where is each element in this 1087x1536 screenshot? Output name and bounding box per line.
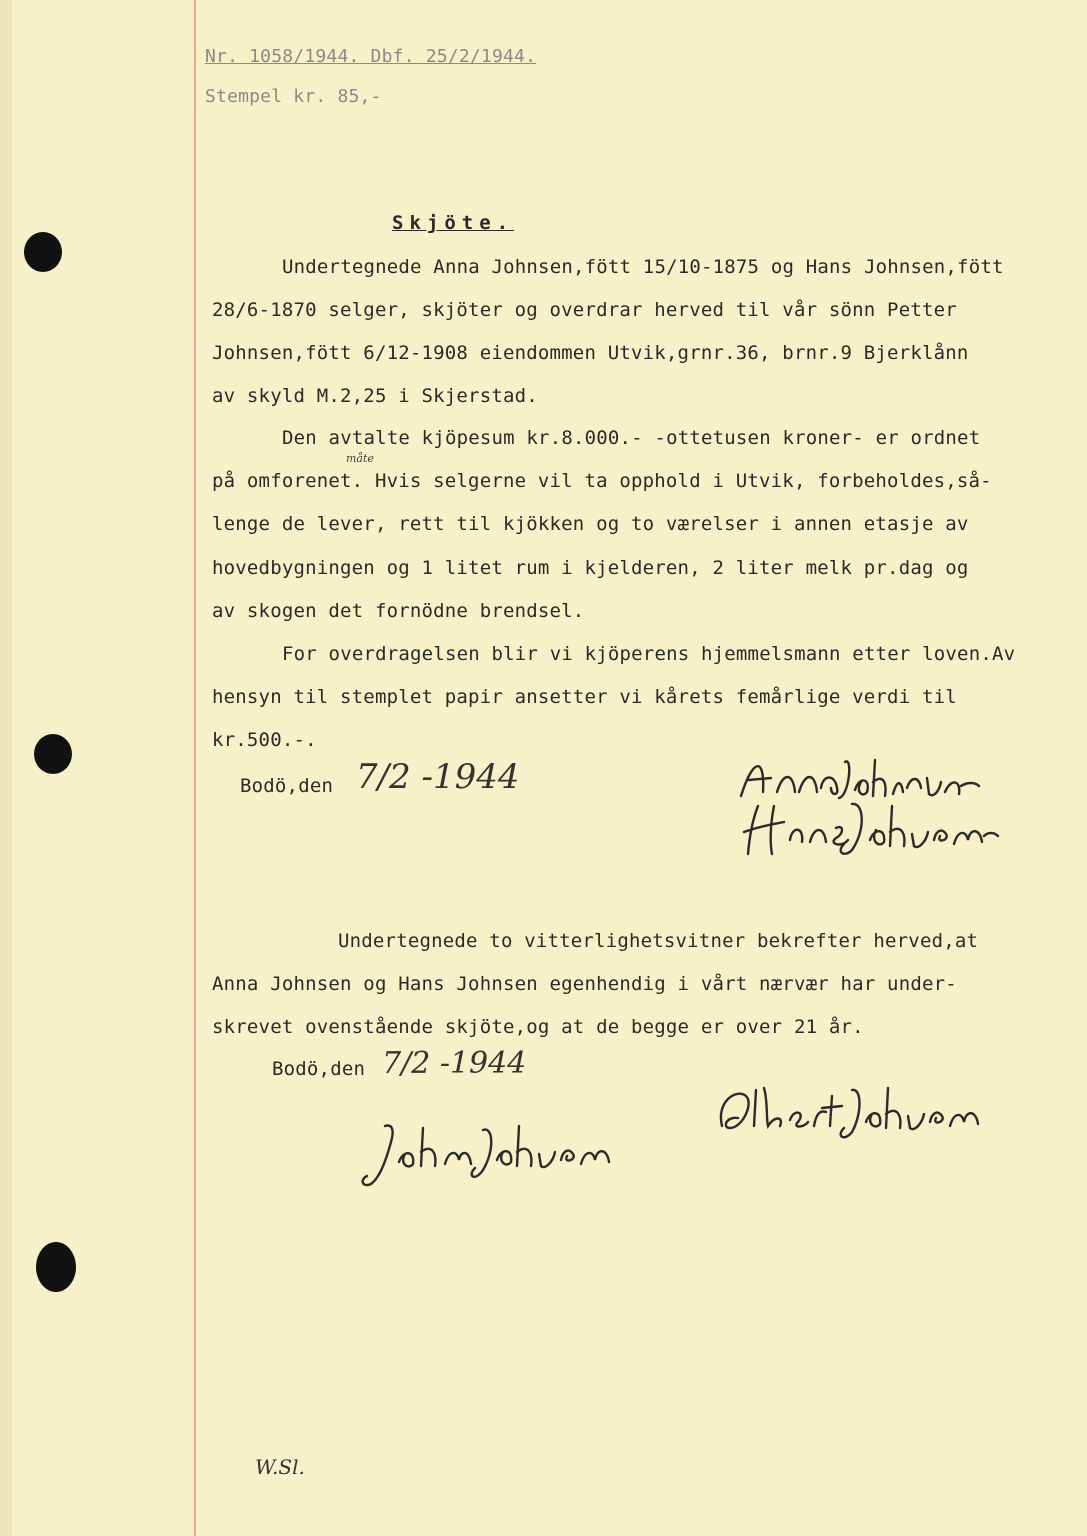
handwritten-date: 7/2 -1944 — [356, 757, 520, 797]
signature-john-johnsen — [355, 1120, 615, 1194]
body-line: Undertegnede to vitterlighetsvitner bekrefter herved,at — [338, 930, 979, 952]
body-line: av skyld M.2,25 i Skjerstad. — [212, 385, 538, 407]
punch-hole-bottom — [36, 1242, 76, 1292]
body-line: Anna Johnsen og Hans Johnsen egenhendig i vårt nærvær har under- — [212, 973, 957, 995]
stamp-duty: Stempel kr. 85,- — [205, 86, 382, 107]
body-line: 28/6-1870 selger, skjöter og overdrar herved til vår sönn Petter — [212, 299, 957, 321]
body-line: hovedbygningen og 1 litet rum i kjelderen, 2 liter melk pr.dag og — [212, 557, 969, 579]
punch-hole-middle — [34, 734, 72, 774]
body-line: Johnsen,fött 6/12-1908 eiendommen Utvik,grnr.36, brnr.9 Bjerklånn — [212, 342, 969, 364]
signature-albert-johnsen — [712, 1082, 992, 1146]
handwritten-date: 7/2 -1944 — [382, 1046, 527, 1081]
body-line: skrevet ovenstående skjöte,og at de begge er over 21 år. — [212, 1016, 864, 1038]
place-label: Bodö,den — [272, 1058, 366, 1080]
body-line: hensyn til stemplet papir ansetter vi kårets femårlige verdi til — [212, 686, 957, 708]
body-line: kr.500.-. — [212, 729, 317, 751]
place-label: Bodö,den — [240, 775, 334, 797]
body-line: av skogen det fornödne brendsel. — [212, 600, 585, 622]
punch-hole-top — [24, 232, 62, 272]
page-edge — [0, 0, 12, 1536]
margin-rule — [194, 0, 196, 1536]
document-title: Skjöte. — [392, 212, 515, 234]
signature-hans-johnsen — [740, 800, 1000, 864]
handwritten-insert: måte — [346, 452, 374, 465]
body-line: på omforenet. Hvis selgerne vil ta opphold i Utvik, forbeholdes,så- — [212, 470, 992, 492]
handwritten-initials: W.Sl. — [255, 1455, 305, 1479]
record-number: Nr. 1058/1944. Dbf. 25/2/1944. — [205, 46, 537, 67]
body-line: For overdragelsen blir vi kjöperens hjemmelsmann etter loven.Av — [282, 643, 1016, 665]
body-line: lenge de lever, rett til kjökken og to værelser i annen etasje av — [212, 513, 969, 535]
body-line: Undertegnede Anna Johnsen,fött 15/10-1875 og Hans Johnsen,fött — [282, 256, 1004, 278]
body-line: Den avtalte kjöpesum kr.8.000.- -ottetusen kroner- er ordnet — [282, 427, 981, 449]
